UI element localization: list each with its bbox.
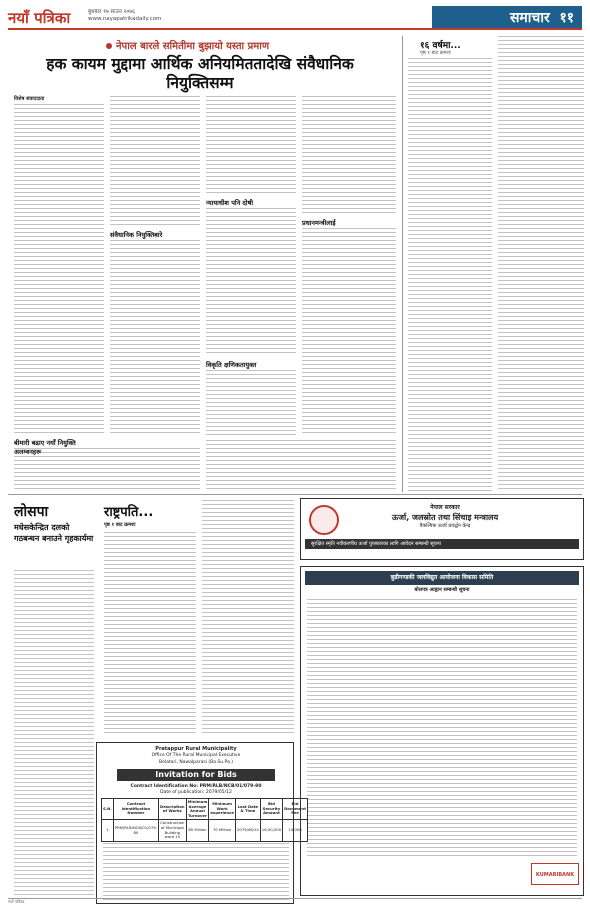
masthead-meta [88,9,161,23]
section-label: समाचार [509,9,550,26]
table-header: Contract Identification Number [113,799,158,820]
footer-text: नयाँ पत्रिका [8,899,25,904]
notice-line-2: ऊर्जा, जलस्रोत तथा सिंचाइ मन्त्रालय [391,513,499,522]
newspaper-logo: नयाँ पत्रिका [8,9,71,27]
middle-feature-kicker: पृष्ठ १ बाट क्रमशः [104,522,136,528]
bid-subheader: बोलपत्र आह्वान सम्बन्धी सूचना [414,587,470,593]
masthead [8,6,582,30]
bid-table [101,798,308,842]
right-headline: १६ वर्षमा... [420,41,461,51]
left-feature-title: लोसपा [14,504,49,520]
table-header: S.N. [102,799,114,820]
bank-logo: KUMARIBANK [531,863,579,885]
right-column-2 [498,36,584,492]
inv-address: Belatari, Nawalparasi (Ba.Su.Pa.) [158,760,234,765]
lead-subhead: बीमारी बढाए नयाँ नियुक्ति अलम्बनहरू [14,439,76,456]
table-header: Description of Works [159,799,187,820]
bid-notice [300,566,584,896]
column-rule [402,36,403,492]
lead-column-3c [206,370,296,436]
lead-column-2a [110,96,200,228]
lead-column-2b [110,240,200,436]
lead-byline: विशेष संवाददाता [14,96,45,102]
inv-org: Pratappur Rural Municipality [155,746,237,752]
right-column-1 [408,58,492,492]
inv-title: Invitation for Bids [117,769,275,781]
lead-headline: हक कायम मुद्दामा आर्थिक अनियमिततादेखि संवैधानिक नियुक्तिसम्म [46,54,354,92]
emblem-icon [309,505,339,535]
middle-feature-title: राष्ट्रपति... [104,505,154,520]
government-notice [300,498,584,560]
notice-line-1: नेपाल सरकार [430,504,460,511]
table-header: Bid Document Fee [283,799,308,820]
table-header: Minimum Work experience [209,799,236,820]
table-cell: 70 Million [209,820,236,841]
table-header: Bid Security Amount [260,799,282,820]
lead-column-3b [206,208,296,356]
table-cell: 1 [102,820,114,841]
table-cell: 10,000 [283,820,308,841]
table-cell: 2079/06/14 [235,820,260,841]
middle-feature-col-1 [104,532,196,736]
table-cell: 16,00,000 [260,820,282,841]
inv-text [103,843,289,901]
lead-kicker: नेपाल बारले समितीमा बुझायो यस्ता प्रमाण [106,38,269,52]
middle-feature-col-2 [202,500,294,736]
notice-line-3: वैकल्पिक ऊर्जा प्रवर्द्धन केन्द्र [419,523,471,529]
table-cell: PRM/RLB/NCB/01/079-80 [113,820,158,841]
inv-date: Date of publication: 2079/05/12 [160,790,232,795]
invitation-for-bids [96,742,306,904]
lead-column-1 [14,104,104,436]
notice-bar: सुरक्षित स्मृति नवीकरणीय ऊर्जा पुरस्कारका लागि आवेदन सम्बन्धी सूचना [305,539,579,549]
right-kicker: पृष्ठ १ बाट क्रमशः [420,50,452,56]
horizontal-rule [8,494,582,495]
bid-text [307,599,577,859]
table-cell: 85 Million [186,820,209,841]
lead-subhead: विकृति क्षणिकतायुक्त [206,361,257,369]
left-feature-text [14,570,94,900]
lead-subhead: प्रधानमन्त्रीलाई [302,219,336,227]
lead-column-6 [206,440,396,492]
table-cell: Construction of Municipal Building ward 10 [159,820,187,841]
lead-subhead: न्यायाधीश पनि दोषी [206,199,254,207]
masthead-website: www.nayapatrikadaily.com [88,16,162,22]
inv-office: Office Of The Rural Municipal Executive [151,753,241,758]
page-number: ११ [559,9,574,26]
bid-header: बुढीगण्डकी जलविद्युत आयोजना विकास समिति [305,571,579,585]
lead-column-4b [302,228,396,436]
table-header: Last Date & Time [235,799,260,820]
table-header: Minimum Average Annual Turnover [186,799,209,820]
inv-ident: Contract Identification No: PRM/RLB/NCB/01/079-80 [130,784,262,789]
lead-subhead: संवैधानिक नियुक्तिबारे [110,231,163,239]
table-row [102,820,308,841]
masthead-date: बुधबार १७ साउन २०७६ [88,9,135,15]
page-footer [8,898,582,904]
section-tab [432,6,582,28]
lead-column-5 [14,448,200,492]
lead-column-4a [302,96,396,216]
left-feature-headline: मधेसकेन्द्रित दलको गठबन्धन बनाउने गृहकार्यमा [14,523,94,543]
lead-column-3a [206,96,296,196]
